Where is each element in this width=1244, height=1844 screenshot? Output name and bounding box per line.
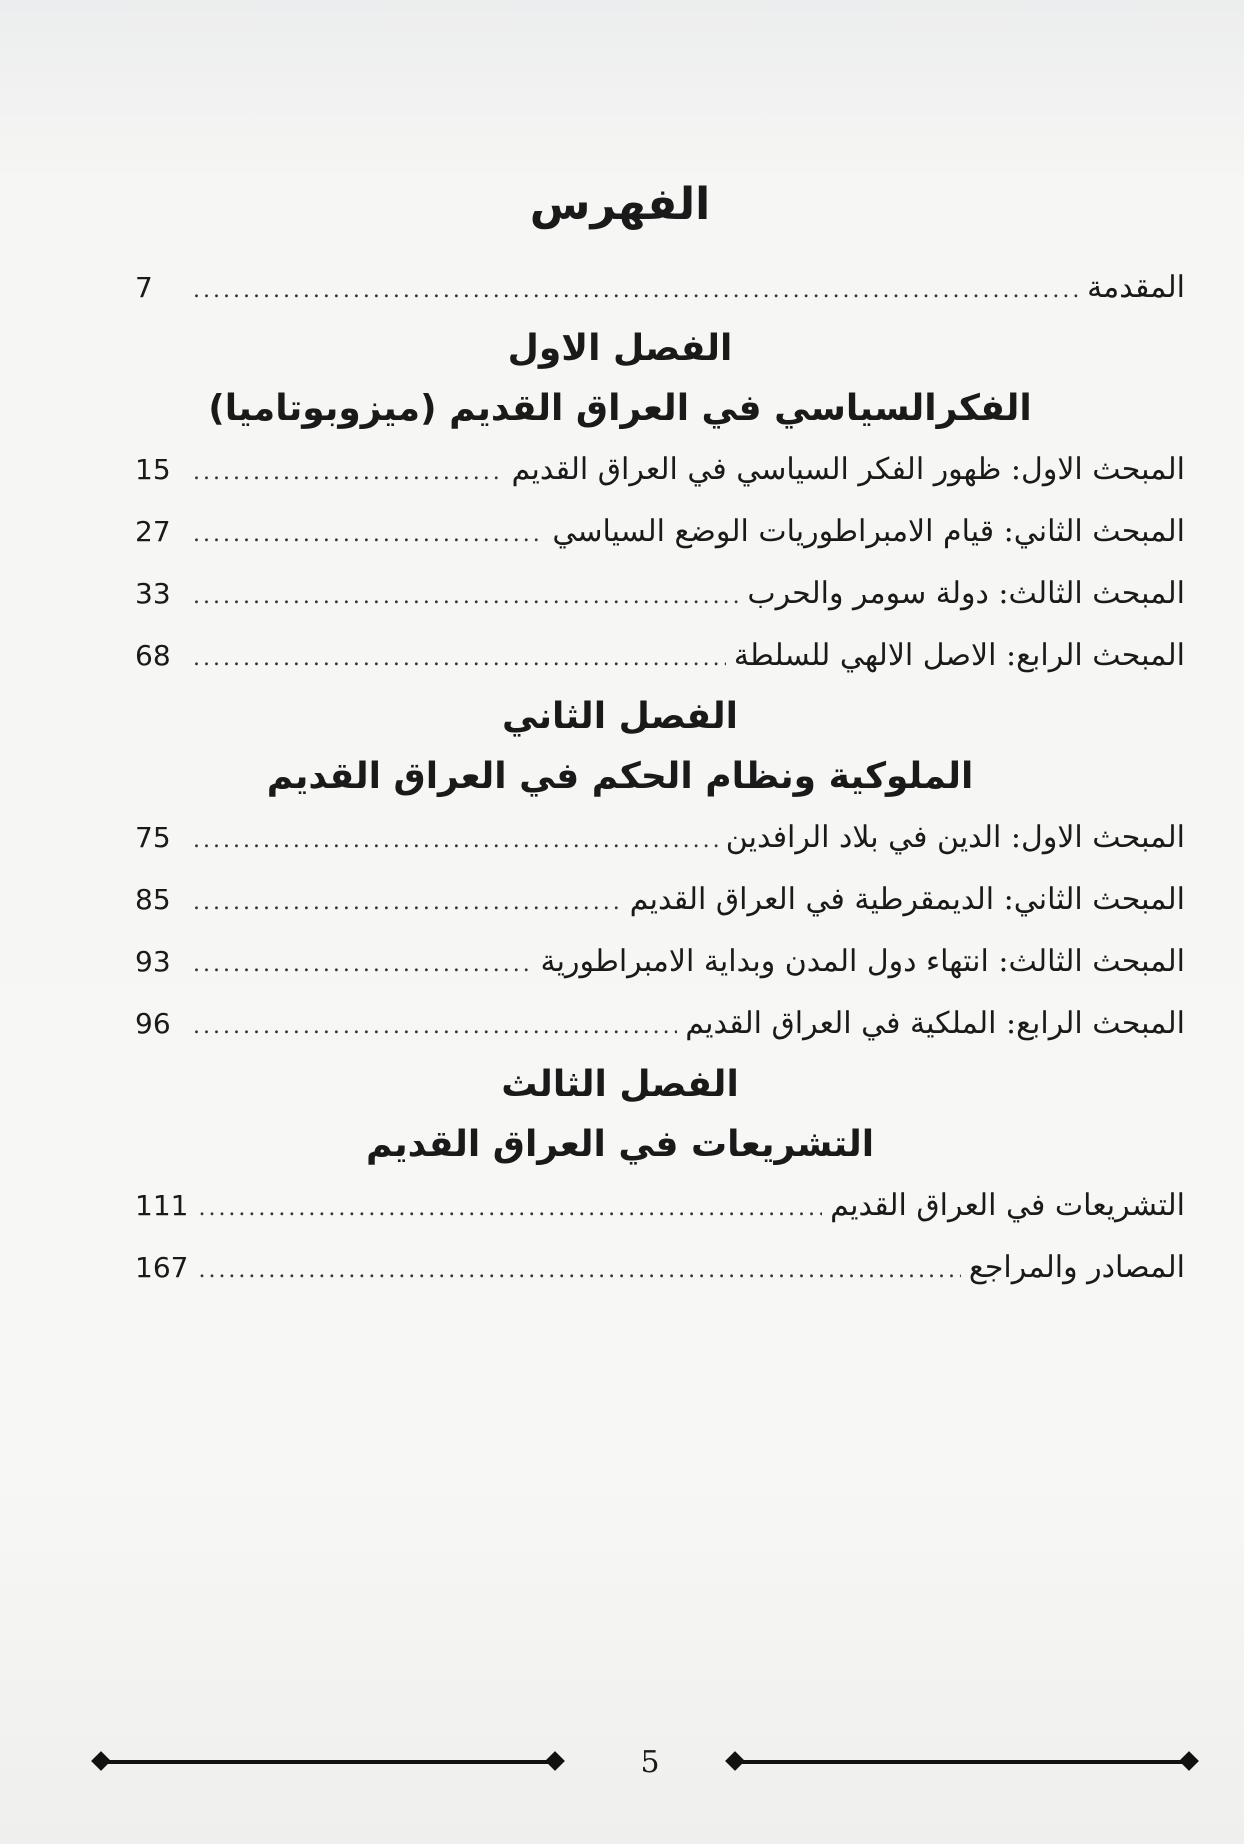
footer-rule-left bbox=[100, 1760, 555, 1764]
chapter-heading: الفصل الثالث bbox=[501, 1064, 739, 1105]
toc-entry-introduction bbox=[135, 257, 1185, 319]
toc-entry bbox=[135, 1175, 1185, 1237]
page-footer bbox=[100, 1738, 1190, 1788]
chapter-subtitle: الفكرالسياسي في العراق القديم (ميزوبوتاميا) bbox=[208, 388, 1032, 429]
toc-page-number: 27 bbox=[135, 515, 171, 548]
dot-leader bbox=[193, 934, 533, 996]
toc-entry bbox=[135, 931, 1185, 993]
toc-entry bbox=[135, 501, 1185, 563]
toc-entry-label: المبحث الثالث: دولة سومر والحرب bbox=[747, 576, 1185, 611]
toc-entry bbox=[135, 439, 1185, 501]
toc-page-number: 167 bbox=[135, 1251, 189, 1284]
chapter-subtitle: التشريعات في العراق القديم bbox=[365, 1124, 875, 1165]
dot-leader bbox=[193, 504, 544, 566]
toc-page-number: 15 bbox=[135, 453, 171, 486]
toc-entry bbox=[135, 625, 1185, 687]
dot-leader bbox=[193, 872, 622, 934]
toc-entry-label: المصادر والمراجع bbox=[968, 1250, 1185, 1285]
toc-entry bbox=[135, 563, 1185, 625]
diamond-ornament-icon bbox=[725, 1751, 745, 1771]
toc-entry bbox=[135, 869, 1185, 931]
table-of-contents bbox=[135, 175, 1185, 1299]
dot-leader bbox=[193, 566, 739, 628]
dot-leader bbox=[198, 1240, 960, 1302]
toc-page-number: 96 bbox=[135, 1007, 171, 1040]
toc-entry-label: التشريعات في العراق القديم bbox=[830, 1188, 1185, 1223]
toc-entry-label: المقدمة bbox=[1087, 270, 1185, 305]
dot-leader bbox=[193, 442, 504, 504]
page-number: 5 bbox=[640, 1745, 660, 1780]
toc-page-number: 111 bbox=[135, 1189, 189, 1222]
chapter-heading: الفصل الثاني bbox=[502, 696, 738, 737]
footer-rule-right bbox=[735, 1760, 1190, 1764]
toc-entry-label: المبحث الثالث: انتهاء دول المدن وبداية الامبراطورية bbox=[540, 944, 1185, 979]
toc-entry-label: المبحث الثاني: الديمقرطية في العراق القديم bbox=[629, 882, 1185, 917]
toc-entry-label: المبحث الاول: ظهور الفكر السياسي في العراق القديم bbox=[511, 452, 1185, 487]
toc-entry-label: المبحث الثاني: قيام الامبراطوريات الوضع السياسي bbox=[552, 514, 1185, 549]
toc-entry-label: المبحث الرابع: الاصل الالهي للسلطة bbox=[733, 638, 1185, 673]
toc-page-number: 75 bbox=[135, 821, 171, 854]
page-title: الفهرس bbox=[529, 179, 711, 230]
toc-entry-label: المبحث الرابع: الملكية في العراق القديم bbox=[685, 1006, 1185, 1041]
dot-leader bbox=[193, 996, 677, 1058]
dot-leader bbox=[193, 810, 718, 872]
toc-entry bbox=[135, 807, 1185, 869]
dot-leader bbox=[193, 628, 726, 690]
toc-page-number: 68 bbox=[135, 639, 171, 672]
toc-page-number: 85 bbox=[135, 883, 171, 916]
dot-leader bbox=[198, 1178, 822, 1240]
diamond-ornament-icon bbox=[91, 1751, 111, 1771]
toc-entry bbox=[135, 993, 1185, 1055]
toc-entry bbox=[135, 1237, 1185, 1299]
chapter-heading: الفصل الاول bbox=[507, 328, 733, 369]
dot-leader bbox=[193, 260, 1079, 322]
toc-entry-label: المبحث الاول: الدين في بلاد الرافدين bbox=[725, 820, 1185, 855]
chapter-subtitle: الملوكية ونظام الحكم في العراق القديم bbox=[266, 756, 974, 797]
toc-page-number: 33 bbox=[135, 577, 171, 610]
diamond-ornament-icon bbox=[1179, 1751, 1199, 1771]
toc-page-number: 93 bbox=[135, 945, 171, 978]
diamond-ornament-icon bbox=[545, 1751, 565, 1771]
toc-page-number: 7 bbox=[135, 271, 153, 304]
